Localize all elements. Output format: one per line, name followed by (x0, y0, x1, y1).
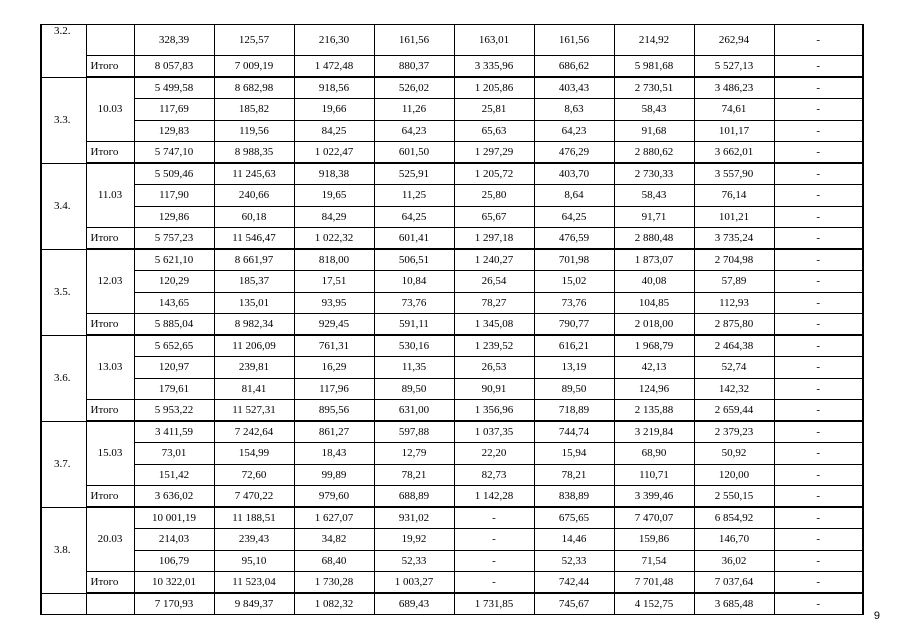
total-cell: 2 875,80 (694, 314, 774, 336)
table-cell: 931,02 (374, 507, 454, 529)
dash-cell: - (774, 121, 863, 142)
table-cell: 10,84 (374, 271, 454, 293)
total-cell: 5 981,68 (614, 56, 694, 78)
table-cell: 64,23 (374, 121, 454, 142)
table-cell: 2 704,98 (694, 249, 774, 271)
total-cell: 8 057,83 (134, 56, 214, 78)
table-cell: 1 873,07 (614, 249, 694, 271)
total-label: Итого (86, 486, 134, 508)
total-cell: 7 037,64 (694, 572, 774, 594)
section-date: 15.03 (86, 421, 134, 486)
table-cell: 64,25 (374, 207, 454, 228)
table-row (41, 77, 863, 99)
table-cell: 91,68 (614, 121, 694, 142)
table-cell: 1 627,07 (294, 507, 374, 529)
table-cell: 11 206,09 (214, 335, 294, 357)
dash-cell: - (774, 443, 863, 465)
table-cell: 42,13 (614, 357, 694, 379)
table-cell: 5 499,58 (134, 77, 214, 99)
total-cell: 5 757,23 (134, 228, 214, 250)
total-cell: 686,62 (534, 56, 614, 78)
table-cell: 142,32 (694, 379, 774, 400)
table-cell: 8,64 (534, 185, 614, 207)
data-table-page (40, 24, 862, 615)
dash-cell: - (774, 400, 863, 422)
dash-cell: - (774, 56, 863, 78)
table-cell: 918,56 (294, 77, 374, 99)
table-row (41, 271, 863, 293)
table-cell: 74,61 (694, 99, 774, 121)
total-cell: 1 297,18 (454, 228, 534, 250)
total-cell: 3 662,01 (694, 142, 774, 164)
total-cell: 1 003,27 (374, 572, 454, 594)
table-cell: 76,14 (694, 185, 774, 207)
total-cell: 3 735,24 (694, 228, 774, 250)
total-cell: 8 988,35 (214, 142, 294, 164)
table-cell: 1 037,35 (454, 421, 534, 443)
table-cell: 143,65 (134, 293, 214, 314)
table-cell: 8,63 (534, 99, 614, 121)
table-cell: 129,83 (134, 121, 214, 142)
total-label: Итого (86, 400, 134, 422)
table-row (41, 25, 863, 56)
table-cell: 7 242,64 (214, 421, 294, 443)
total-label: Итого (86, 142, 134, 164)
table-cell: 117,90 (134, 185, 214, 207)
total-cell: 688,89 (374, 486, 454, 508)
table-cell: 3 411,59 (134, 421, 214, 443)
total-label: Итого (86, 228, 134, 250)
table-cell: 154,99 (214, 443, 294, 465)
dash-cell: - (774, 25, 863, 56)
table-cell: 1 082,32 (294, 593, 374, 615)
table-cell: 50,92 (694, 443, 774, 465)
table-cell: 12,79 (374, 443, 454, 465)
table-cell: 89,50 (374, 379, 454, 400)
total-row (41, 56, 863, 78)
table-cell: 2 730,51 (614, 77, 694, 99)
table-cell: 525,91 (374, 163, 454, 185)
table-cell: 11 245,63 (214, 163, 294, 185)
table-cell: 7 470,07 (614, 507, 694, 529)
table-cell: 506,51 (374, 249, 454, 271)
total-cell: 5 527,13 (694, 56, 774, 78)
total-cell: - (454, 572, 534, 594)
table-cell: 81,41 (214, 379, 294, 400)
table-cell: 19,92 (374, 529, 454, 551)
table-cell: 530,16 (374, 335, 454, 357)
table-row (41, 185, 863, 207)
dash-cell: - (774, 379, 863, 400)
total-cell: 7 701,48 (614, 572, 694, 594)
table-cell: 95,10 (214, 551, 294, 572)
table-cell: 5 621,10 (134, 249, 214, 271)
table-cell: 918,38 (294, 163, 374, 185)
total-cell: 601,50 (374, 142, 454, 164)
table-cell: 91,71 (614, 207, 694, 228)
table-cell: 3 219,84 (614, 421, 694, 443)
total-cell: 1 472,48 (294, 56, 374, 78)
table-cell: - (454, 551, 534, 572)
total-cell: 11 546,47 (214, 228, 294, 250)
table-row (41, 335, 863, 357)
table-cell: 151,42 (134, 465, 214, 486)
table-cell: 90,91 (454, 379, 534, 400)
table-cell: 3 557,90 (694, 163, 774, 185)
section-date (86, 25, 134, 56)
section-date: 20.03 (86, 507, 134, 572)
table-cell: 745,67 (534, 593, 614, 615)
section-number: 3.3. (41, 77, 86, 163)
table-cell: 22,20 (454, 443, 534, 465)
table-cell: 73,76 (374, 293, 454, 314)
table-cell: 15,02 (534, 271, 614, 293)
total-cell: 742,44 (534, 572, 614, 594)
total-row (41, 228, 863, 250)
total-cell: 838,89 (534, 486, 614, 508)
total-row (41, 400, 863, 422)
table-cell: 125,57 (214, 25, 294, 56)
total-cell: 7 470,22 (214, 486, 294, 508)
total-cell: 11 527,31 (214, 400, 294, 422)
table-cell: 104,85 (614, 293, 694, 314)
dash-cell: - (774, 421, 863, 443)
table-cell: 78,21 (374, 465, 454, 486)
total-row (41, 572, 863, 594)
table-cell: 5 509,46 (134, 163, 214, 185)
table-cell: 73,76 (534, 293, 614, 314)
total-cell: 2 550,15 (694, 486, 774, 508)
total-cell: 1 356,96 (454, 400, 534, 422)
total-cell: 1 730,28 (294, 572, 374, 594)
section-date: 10.03 (86, 77, 134, 142)
table-cell: 214,92 (614, 25, 694, 56)
dash-cell: - (774, 314, 863, 336)
total-cell: 10 322,01 (134, 572, 214, 594)
table-row (41, 443, 863, 465)
table-row (41, 507, 863, 529)
total-cell: 591,11 (374, 314, 454, 336)
table-cell: 2 379,23 (694, 421, 774, 443)
total-cell: 895,56 (294, 400, 374, 422)
table-cell: 19,65 (294, 185, 374, 207)
table-row (41, 121, 863, 142)
table-cell: 1 240,27 (454, 249, 534, 271)
table-cell: 239,81 (214, 357, 294, 379)
section-number: 3.6. (41, 335, 86, 421)
table-cell: 120,00 (694, 465, 774, 486)
table-cell: 25,81 (454, 99, 534, 121)
table-cell: 14,46 (534, 529, 614, 551)
dash-cell: - (774, 249, 863, 271)
table-cell: 68,90 (614, 443, 694, 465)
total-cell: 1 297,29 (454, 142, 534, 164)
total-cell: 1 022,32 (294, 228, 374, 250)
table-cell: 72,60 (214, 465, 294, 486)
table-cell: 262,94 (694, 25, 774, 56)
table-cell: 112,93 (694, 293, 774, 314)
dash-cell: - (774, 293, 863, 314)
table-cell: 403,43 (534, 77, 614, 99)
total-cell: 2 135,88 (614, 400, 694, 422)
table-cell: 161,56 (374, 25, 454, 56)
table-cell: 240,66 (214, 185, 294, 207)
total-cell: 2 880,62 (614, 142, 694, 164)
table-cell: 117,69 (134, 99, 214, 121)
table-cell: 159,86 (614, 529, 694, 551)
total-row (41, 142, 863, 164)
dash-cell: - (774, 529, 863, 551)
dash-cell: - (774, 163, 863, 185)
table-row (41, 593, 863, 615)
table-cell: 26,54 (454, 271, 534, 293)
dash-cell: - (774, 551, 863, 572)
table-row (41, 357, 863, 379)
table-cell: 3 685,48 (694, 593, 774, 615)
table-cell: 82,73 (454, 465, 534, 486)
dash-cell: - (774, 185, 863, 207)
table-cell: 761,31 (294, 335, 374, 357)
table-cell: 526,02 (374, 77, 454, 99)
table-row (41, 421, 863, 443)
total-cell: 5 885,04 (134, 314, 214, 336)
table-cell: 744,74 (534, 421, 614, 443)
section-number: 3.7. (41, 421, 86, 507)
table-cell: 57,89 (694, 271, 774, 293)
table-cell: 120,97 (134, 357, 214, 379)
table-cell: 52,74 (694, 357, 774, 379)
table-row (41, 551, 863, 572)
table-cell: 701,98 (534, 249, 614, 271)
table-cell: 1 205,86 (454, 77, 534, 99)
table-cell: 1 968,79 (614, 335, 694, 357)
table-cell: 7 170,93 (134, 593, 214, 615)
dash-cell: - (774, 99, 863, 121)
total-cell: 2 880,48 (614, 228, 694, 250)
section-number: 3.4. (41, 163, 86, 249)
table-cell: 64,25 (534, 207, 614, 228)
table-cell: 68,40 (294, 551, 374, 572)
table-cell: 36,02 (694, 551, 774, 572)
total-cell: 3 335,96 (454, 56, 534, 78)
table-cell: 17,51 (294, 271, 374, 293)
table-cell: 110,71 (614, 465, 694, 486)
table-row (41, 529, 863, 551)
table-cell: 3 486,23 (694, 77, 774, 99)
table-cell: 34,82 (294, 529, 374, 551)
table-cell: 8 682,98 (214, 77, 294, 99)
total-cell: 718,89 (534, 400, 614, 422)
table-cell: 25,80 (454, 185, 534, 207)
table-cell: 163,01 (454, 25, 534, 56)
table-cell: 8 661,97 (214, 249, 294, 271)
table-cell: 328,39 (134, 25, 214, 56)
total-cell: 476,59 (534, 228, 614, 250)
table-cell: 239,43 (214, 529, 294, 551)
table-cell: 10 001,19 (134, 507, 214, 529)
total-cell: 929,45 (294, 314, 374, 336)
table-cell: 1 731,85 (454, 593, 534, 615)
section-number: 3.8. (41, 507, 86, 593)
table-cell: 403,70 (534, 163, 614, 185)
table-cell: 73,01 (134, 443, 214, 465)
total-cell: 880,37 (374, 56, 454, 78)
total-label: Итого (86, 572, 134, 594)
page-number: 9 (873, 610, 880, 622)
table-cell: 146,70 (694, 529, 774, 551)
total-row (41, 486, 863, 508)
table-cell: 616,21 (534, 335, 614, 357)
total-cell: 5 747,10 (134, 142, 214, 164)
table-cell: 99,89 (294, 465, 374, 486)
table-cell: 65,63 (454, 121, 534, 142)
table-cell: 185,82 (214, 99, 294, 121)
total-label: Итого (86, 314, 134, 336)
table-cell: 78,21 (534, 465, 614, 486)
section-number (41, 593, 86, 615)
total-cell: 3 399,46 (614, 486, 694, 508)
table-cell: 11 188,51 (214, 507, 294, 529)
table-cell: 15,94 (534, 443, 614, 465)
table-cell: 689,43 (374, 593, 454, 615)
total-cell: 476,29 (534, 142, 614, 164)
total-cell: 631,00 (374, 400, 454, 422)
total-cell: 1 022,47 (294, 142, 374, 164)
total-cell: 2 659,44 (694, 400, 774, 422)
section-number: 3.2. (41, 25, 86, 78)
table-cell: 16,29 (294, 357, 374, 379)
dash-cell: - (774, 486, 863, 508)
total-cell: 8 982,34 (214, 314, 294, 336)
table-row (41, 99, 863, 121)
table-cell: 11,35 (374, 357, 454, 379)
table-row (41, 465, 863, 486)
table-cell: 2 730,33 (614, 163, 694, 185)
table-cell: 64,23 (534, 121, 614, 142)
table-cell: 135,01 (214, 293, 294, 314)
table-cell: 52,33 (374, 551, 454, 572)
table-cell: 214,03 (134, 529, 214, 551)
dash-cell: - (774, 357, 863, 379)
table-cell: 1 205,72 (454, 163, 534, 185)
table-cell: 1 239,52 (454, 335, 534, 357)
table-cell: 101,21 (694, 207, 774, 228)
table-cell: 84,25 (294, 121, 374, 142)
table-cell: 71,54 (614, 551, 694, 572)
table-cell: 6 854,92 (694, 507, 774, 529)
table-cell: 216,30 (294, 25, 374, 56)
table-row (41, 293, 863, 314)
section-date (86, 593, 134, 615)
table-cell: 13,19 (534, 357, 614, 379)
table-cell: 40,08 (614, 271, 694, 293)
table-cell: 89,50 (534, 379, 614, 400)
dash-cell: - (774, 77, 863, 99)
table-cell: - (454, 507, 534, 529)
table-cell: 818,00 (294, 249, 374, 271)
total-row (41, 314, 863, 336)
table-cell: 9 849,37 (214, 593, 294, 615)
table-cell: 179,61 (134, 379, 214, 400)
total-cell: 11 523,04 (214, 572, 294, 594)
total-cell: 790,77 (534, 314, 614, 336)
total-cell: 1 345,08 (454, 314, 534, 336)
dash-cell: - (774, 207, 863, 228)
table-cell: 11,25 (374, 185, 454, 207)
dash-cell: - (774, 271, 863, 293)
dash-cell: - (774, 593, 863, 615)
table-cell: 119,56 (214, 121, 294, 142)
total-cell: 5 953,22 (134, 400, 214, 422)
table-cell: 129,86 (134, 207, 214, 228)
table-cell: 117,96 (294, 379, 374, 400)
table-cell: 65,67 (454, 207, 534, 228)
table-cell: 861,27 (294, 421, 374, 443)
table-cell: 124,96 (614, 379, 694, 400)
table-cell: 101,17 (694, 121, 774, 142)
dash-cell: - (774, 335, 863, 357)
table-cell: 93,95 (294, 293, 374, 314)
section-date: 11.03 (86, 163, 134, 228)
section-number: 3.5. (41, 249, 86, 335)
table-cell: 675,65 (534, 507, 614, 529)
table-row (41, 163, 863, 185)
section-date: 12.03 (86, 249, 134, 314)
section-date: 13.03 (86, 335, 134, 400)
table-cell: 597,88 (374, 421, 454, 443)
total-cell: 7 009,19 (214, 56, 294, 78)
table-cell: 161,56 (534, 25, 614, 56)
table-cell: 2 464,38 (694, 335, 774, 357)
table-cell: 4 152,75 (614, 593, 694, 615)
dash-cell: - (774, 142, 863, 164)
table-cell: 78,27 (454, 293, 534, 314)
table-row (41, 249, 863, 271)
table-cell: 19,66 (294, 99, 374, 121)
data-table (40, 24, 864, 615)
table-cell: 5 652,65 (134, 335, 214, 357)
dash-cell: - (774, 507, 863, 529)
total-cell: 2 018,00 (614, 314, 694, 336)
table-cell: 185,37 (214, 271, 294, 293)
dash-cell: - (774, 465, 863, 486)
table-cell: 120,29 (134, 271, 214, 293)
total-cell: 1 142,28 (454, 486, 534, 508)
total-cell: 601,41 (374, 228, 454, 250)
table-cell: 26,53 (454, 357, 534, 379)
table-cell: 58,43 (614, 99, 694, 121)
table-cell: 11,26 (374, 99, 454, 121)
total-label: Итого (86, 56, 134, 78)
table-cell: 60,18 (214, 207, 294, 228)
total-cell: 3 636,02 (134, 486, 214, 508)
table-cell: 52,33 (534, 551, 614, 572)
table-row (41, 207, 863, 228)
table-cell: 58,43 (614, 185, 694, 207)
table-cell: - (454, 529, 534, 551)
total-cell: 979,60 (294, 486, 374, 508)
dash-cell: - (774, 228, 863, 250)
dash-cell: - (774, 572, 863, 594)
table-row (41, 379, 863, 400)
table-cell: 106,79 (134, 551, 214, 572)
table-cell: 18,43 (294, 443, 374, 465)
table-cell: 84,29 (294, 207, 374, 228)
